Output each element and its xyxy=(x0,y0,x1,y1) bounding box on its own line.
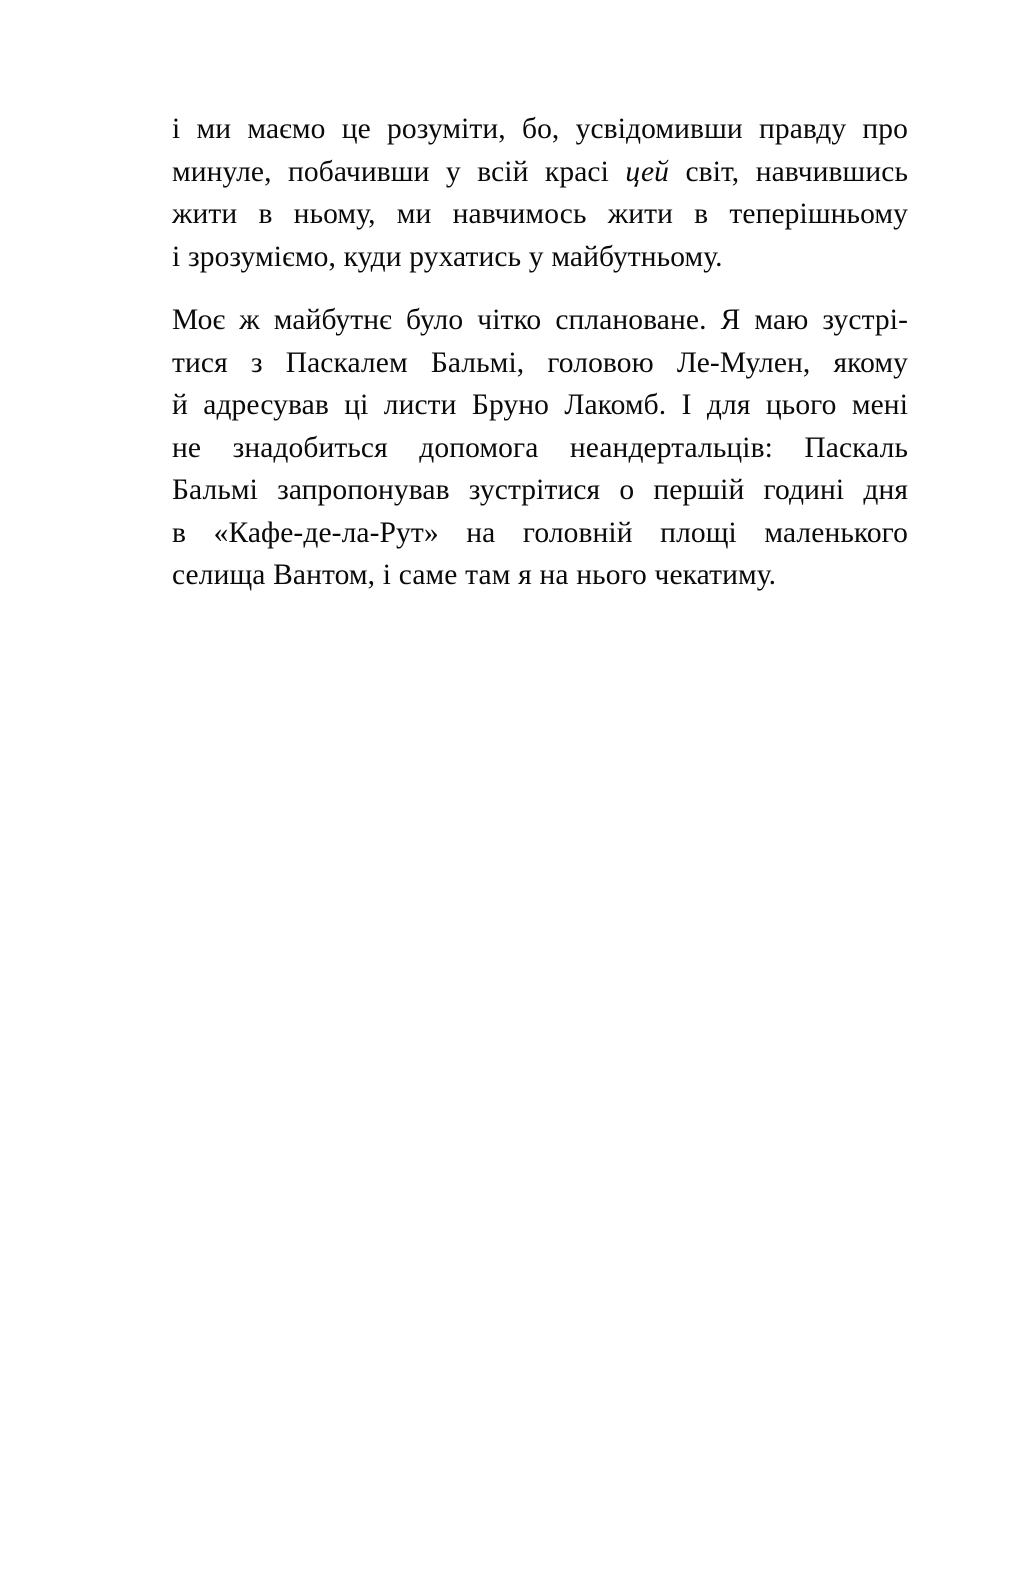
paragraph-1-line-2 xyxy=(172,151,908,194)
paragraph-2-line-6: в «Кафе-де-ла-Рут» на головній площі маленького xyxy=(172,516,908,549)
paragraph-1-line-1: і ми маємо це розуміти, бо, усвідомивши правду про xyxy=(172,113,908,145)
page-text-block xyxy=(172,108,908,597)
paragraph-2-line-4: не знадобиться допомога неандертальців: Паскаль xyxy=(172,431,908,464)
paragraph-1-line-4: і зрозуміємо, куди рухатись у майбутньому. xyxy=(172,240,723,273)
paragraph-1 xyxy=(172,108,908,278)
paragraph-1-line-2-text-after: світ, навчившись xyxy=(669,155,908,188)
paragraph-2-line-2: тися з Паскалем Бальмі, головою Ле-Мулен, якому xyxy=(172,346,908,379)
emphasis-word-tsey: цей xyxy=(625,155,670,188)
paragraph-1-line-2-text-before: минуле, побачивши у всій красі xyxy=(172,155,626,188)
paragraph-2-line-7: селища Вантом, і саме там я на нього чекатиму. xyxy=(172,559,777,591)
paragraph-2-line-5: Бальмі запропонував зустрітися о першій годині дня xyxy=(172,474,908,506)
paragraph-2-line-3: й адресував ці листи Бруно Лакомб. І для цього мені xyxy=(172,389,908,421)
paragraph-1-line-3: жити в ньому, ми навчимось жити в теперішньому xyxy=(172,198,908,230)
paragraph-2-line-1: Моє ж майбутнє було чітко сплановане. Я маю зустрі- xyxy=(172,304,908,336)
paragraph-2 xyxy=(172,299,908,597)
